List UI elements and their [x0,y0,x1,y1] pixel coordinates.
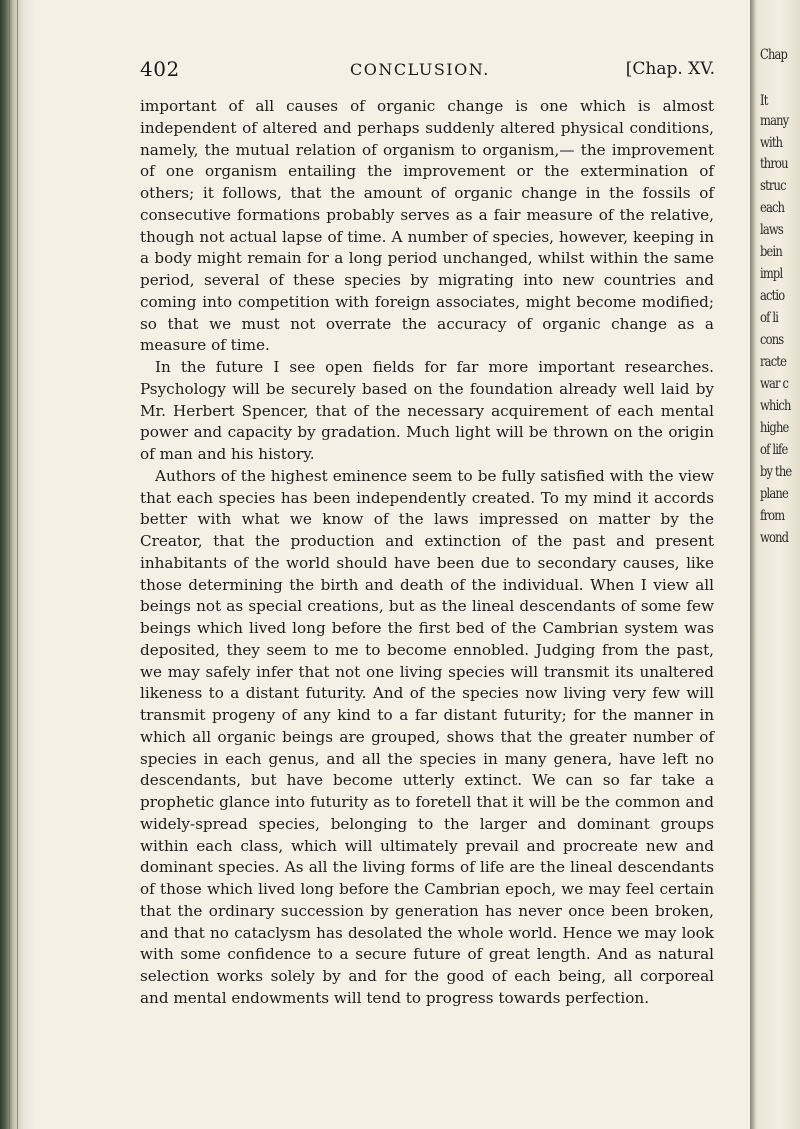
adjacent-fragment: many [760,113,789,129]
running-head: CONCLUSION. [350,60,490,79]
paragraph: In the future I see open fields for far more important researches. Psychology will be securely based on the foundation already well laid by Mr. Herbert Spencer, that of the necessary acquirement of each mental power and capacity by gradation. Much light will be thrown on the origin of man and his history. [140,358,714,463]
adjacent-fragment: impl [760,266,783,282]
gutter-line [17,0,18,1129]
adjacent-fragment: by the [760,464,792,480]
adjacent-fragment: of li [760,310,779,326]
adjacent-fragment: plane [760,486,788,502]
page-fold-shadow [750,0,756,1129]
adjacent-page-edge [750,0,800,1129]
adjacent-fragment: throu [760,156,788,172]
chapter-reference: [Chap. XV. [625,59,715,79]
binding-gutter [0,0,36,1129]
adjacent-fragment: Chap [760,47,788,63]
adjacent-fragment: laws [760,222,783,238]
adjacent-fragment: from [760,508,785,524]
adjacent-fragment: wond [760,530,789,546]
adjacent-fragment: highe [760,420,789,436]
adjacent-fragment: of life [760,442,788,458]
paragraph: important of all causes of organic change is one which is almost independent of altered and perhaps suddenly altered physical conditions, namely, the mutual relation of organism to organism,— the improvement of one organism entailing the improvement or the extermination of others; it follows, that the amount of organic change in the fossils of consecutive formations probably serves as a fair measure of the relative, though not actual lapse of time. A number of species, however, keeping in a body might remain for a long period unchanged, whilst within the same period, several of these species by migrating into new countries and coming into competition with foreign associates, might become modified; so that we must not overrate the accuracy of organic change as a measure of time. [140,97,714,355]
adjacent-fragment: actio [760,288,785,304]
adjacent-fragment: racte [760,354,787,370]
paragraph: Authors of the highest eminence seem to be fully satisfied with the view that each species has been independently created. To my mind it accords better with what we know of the laws impressed on matter by the Creator, that the production and extinction of the past and present inhabitants of the world should have been due to secondary causes, like those determining the birth and death of the individual. When I view all beings not as special creations, but as the lineal descendants of some few beings which lived long before the first bed of the Cambrian system was deposited, they seem to me to become ennobled. Judging from the past, we may safely infer that not one living species will transmit its unaltered likeness to a distant futurity. And of the species now living very few will transmit progeny of any kind to a far distant futurity; for the manner in which all organic beings are grouped, shows that the greater number of species in each genus, and all the species in many genera, have left no descendants, but have become utterly extinct. We can so far take a prophetic glance into futurity as to foretell that it will be the common and widely-spread species, belonging to the larger and dominant groups within each class, which will ultimately prevail and procreate new and dominant species. As all the living forms of life are the lineal descendants of those which lived long before the Cambrian epoch, we may feel certain that the ordinary succession by generation has never once been broken, and that no cataclysm has desolated the whole world. Hence we may look with some confidence to a secure future of great length. And as natural selection works solely by and for the good of each being, all corporeal and mental endowments will tend to progress towards perfection. [140,466,714,1007]
adjacent-fragment: with [760,135,783,151]
adjacent-fragment: bein [760,244,782,260]
gutter-line [9,0,10,1129]
adjacent-fragment: cons [760,332,784,348]
body-text [140,96,714,1010]
adjacent-fragment: It [760,93,768,109]
adjacent-fragment: each [760,200,785,216]
adjacent-fragment: struc [760,178,786,194]
adjacent-fragment: which [760,398,791,414]
adjacent-fragment: war c [760,376,789,392]
gutter-line [4,0,5,1129]
page-number: 402 [140,57,180,81]
page-header [140,57,715,83]
